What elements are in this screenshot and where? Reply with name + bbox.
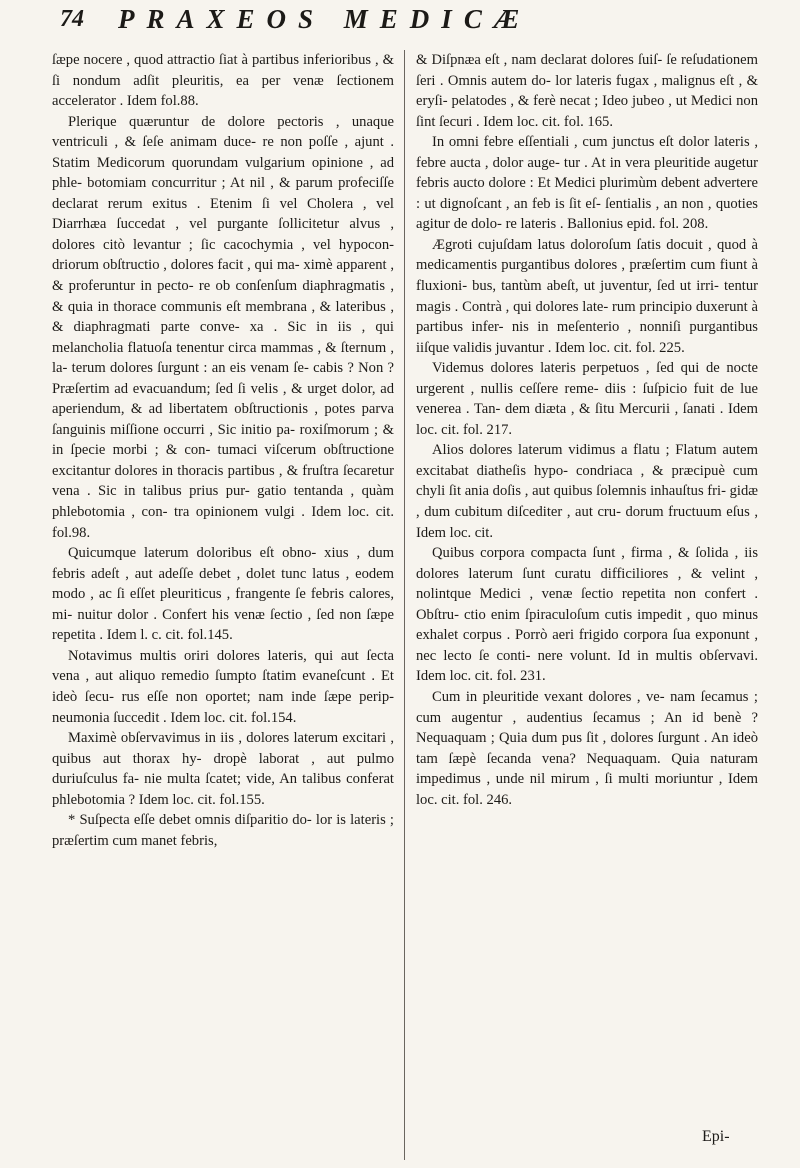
column-divider: [404, 50, 405, 1160]
paragraph: Plerique quæruntur de dolore pectoris , unaque ventriculi , & ſeſe animam duce- re non poſſe , ajunt . Statim Medicorum quorundam vulgarium opinione , ad phle- botomiam concurritur ; At nil , & parum profeciſſe declarat rerum exitus . Etenim ſi vel Cholera , vel Diarrhæa ſuccedat , vel purgante ſollicitetur alvus , dolores citò levantur ; ſic cacochymia , vel hypocon- driorum obſtructio , dolores facit , qui ma- ximè apparent , & proferuntur in pecto- re ob conſenſum diaphragmatis , & quia in thorace communis eſt membrana , & lateribus , & diaphragmati parte conve- xa . Sic in iis , qui melancholia flatuoſa tenentur circa mammas , & ſternum , la- terum dolores ſurgunt : an eis venam ſe- cabis ? Non ? Præſertim ad evacuandum; ſed ſi velis , & urget dolor, ad aperiendum, & ad libertatem obſtructionis , potes parva ſanguinis miſſione occurri , Sic initio pa- roxiſmorum ; & in ſpecie morbi ; & con- tumaci viſcerum obſtructione excitantur dolores in thoracis partibus , & fruſtra ſecaretur vena . Sic in talibus prius pur- gatio tentanda , quàm phlebotomia , con- tra opinionem vulgi . Idem loc. cit. fol.98.: [52, 113, 394, 541]
paragraph: Maximè obſervavimus in iis , dolores laterum excitari , quibus aut thorax hy- dropè laborat , aut pulmo duriuſculus fa- nie multa ſcatet; vide, An talibus conferat phlebotomia ? Idem loc. cit. fol.155.: [52, 730, 394, 808]
paragraph: Ægroti cujuſdam latus doloroſum ſatis docuit , quod à medicamentis purgantibus dolores , præſertim cum fiunt à fluxioni- bus, tantùm abeſt, ut juventur, ſed ut irri- tentur magis . Contrà , qui dolores late- rum principio duxerunt à partibus infer- nis in meſenterio , nonniſi purgantibus iiſque validis juvantur . Idem loc. cit. fol. 225.: [416, 236, 758, 356]
catchword: Epi-: [702, 1128, 730, 1145]
paragraph: Alios dolores laterum vidimus a flatu ; Flatum autem excitabat diatheſis hypo- condriaca , & præcipuè cum chyli ſit ania doſis , aut quibus ſolemnis inhauſtus fri- gidæ , dum cubitum diſcediter , aut cru- dorum fructuum eſus , Idem loc. cit.: [416, 442, 758, 541]
paragraph: Quicumque laterum doloribus eſt obno- xius , dum febris adeſt , aut adeſſe debet , dolet tunc latus , eodem modo , ac ſi eſſet pleuriticus , frangente ſe febris calores, mi- nuitur dolor . Confert his venæ ſectio , ſed non ſæpe repetita . Idem l. c. cit. fol.145.: [52, 545, 394, 644]
running-title: PRAXEOS MEDICÆ: [118, 4, 532, 34]
paragraph: & Diſpnæa eſt , nam declarat dolores ſuiſ- ſe reſudationem ſeri . Omnis autem do- lor lateris fugax , malignus eſt , & eryſi- pelatodes , & ferè necat ; Ideo jubeo , ut Medici non ſint ſecuri . Idem loc. cit. fol. 165.: [416, 52, 758, 130]
paragraph: * Suſpecta eſſe debet omnis diſparitio do- lor is lateris ; præſertim cum manet febris,: [52, 812, 394, 849]
paragraph: Quibus corpora compacta ſunt , firma , & ſolida , iis dolores laterum ſunt curatu difficiliores , & velint , nolintque Medici , venæ ſectio repetita non confert . Obſtru- ctio enim ſpiraculoſum cutis impedit , quo minus exhalet corpus . Porrò aeri frigido corpora ſua exponunt , nec lecto ſe conti- nere volunt. Id in multis obſervavi. Idem loc. cit. fol. 231.: [416, 545, 758, 685]
paragraph: Notavimus multis oriri dolores lateris, qui aut ſecta vena , aut aliquo remedio ſumpto ſtatim evaneſcunt . Et ideò ſecu- rus eſſe non oportet; nam inde ſæpe perip- neumonia ſuccedit . Idem loc. cit. fol.154.: [52, 647, 394, 726]
page-number: 74: [60, 6, 84, 32]
paragraph: In omni febre eſſentiali , cum junctus eſt dolor lateris , febre aucta , dolor auge- tur . At in vera pleuritide augetur febris aucto dolore : Et Medici plurimùm debent advertere : ut dignoſcant , an feb is ſit eſ- ſentialis , an non , quoties agitur de dolo- re lateris . Ballonius epid. fol. 208.: [416, 134, 758, 233]
left-column: [52, 50, 394, 851]
paragraph: Cum in pleuritide vexant dolores , ve- nam ſecamus ; cum augentur , audentius ſecamus ; An id benè ? Nequaquam ; Quia dum pus ſit , dolores ſurgunt . An ideò tam ſæpè ſecanda vena? Nequaquam. Quia naturam impedimus , unde nil mirum , ſi multi moriuntur , Idem loc. cit. fol. 246.: [416, 688, 758, 808]
paragraph: Videmus dolores lateris perpetuos , ſed qui de nocte urgerent , nullis ceſſere reme- diis : ſuſpicio fuit de lue venerea . Tan- dem diæta , & ſitu Mercurii , ſanati . Idem loc. cit. fol. 217.: [416, 360, 758, 438]
right-column: [416, 50, 758, 810]
paragraph: ſæpe nocere , quod attractio ſiat à partibus inferioribus , & ſi nondum adſit pleuritis, ea per venæ ſectionem accelerator . Idem fol.88.: [52, 52, 394, 110]
page-header: [20, 4, 790, 48]
